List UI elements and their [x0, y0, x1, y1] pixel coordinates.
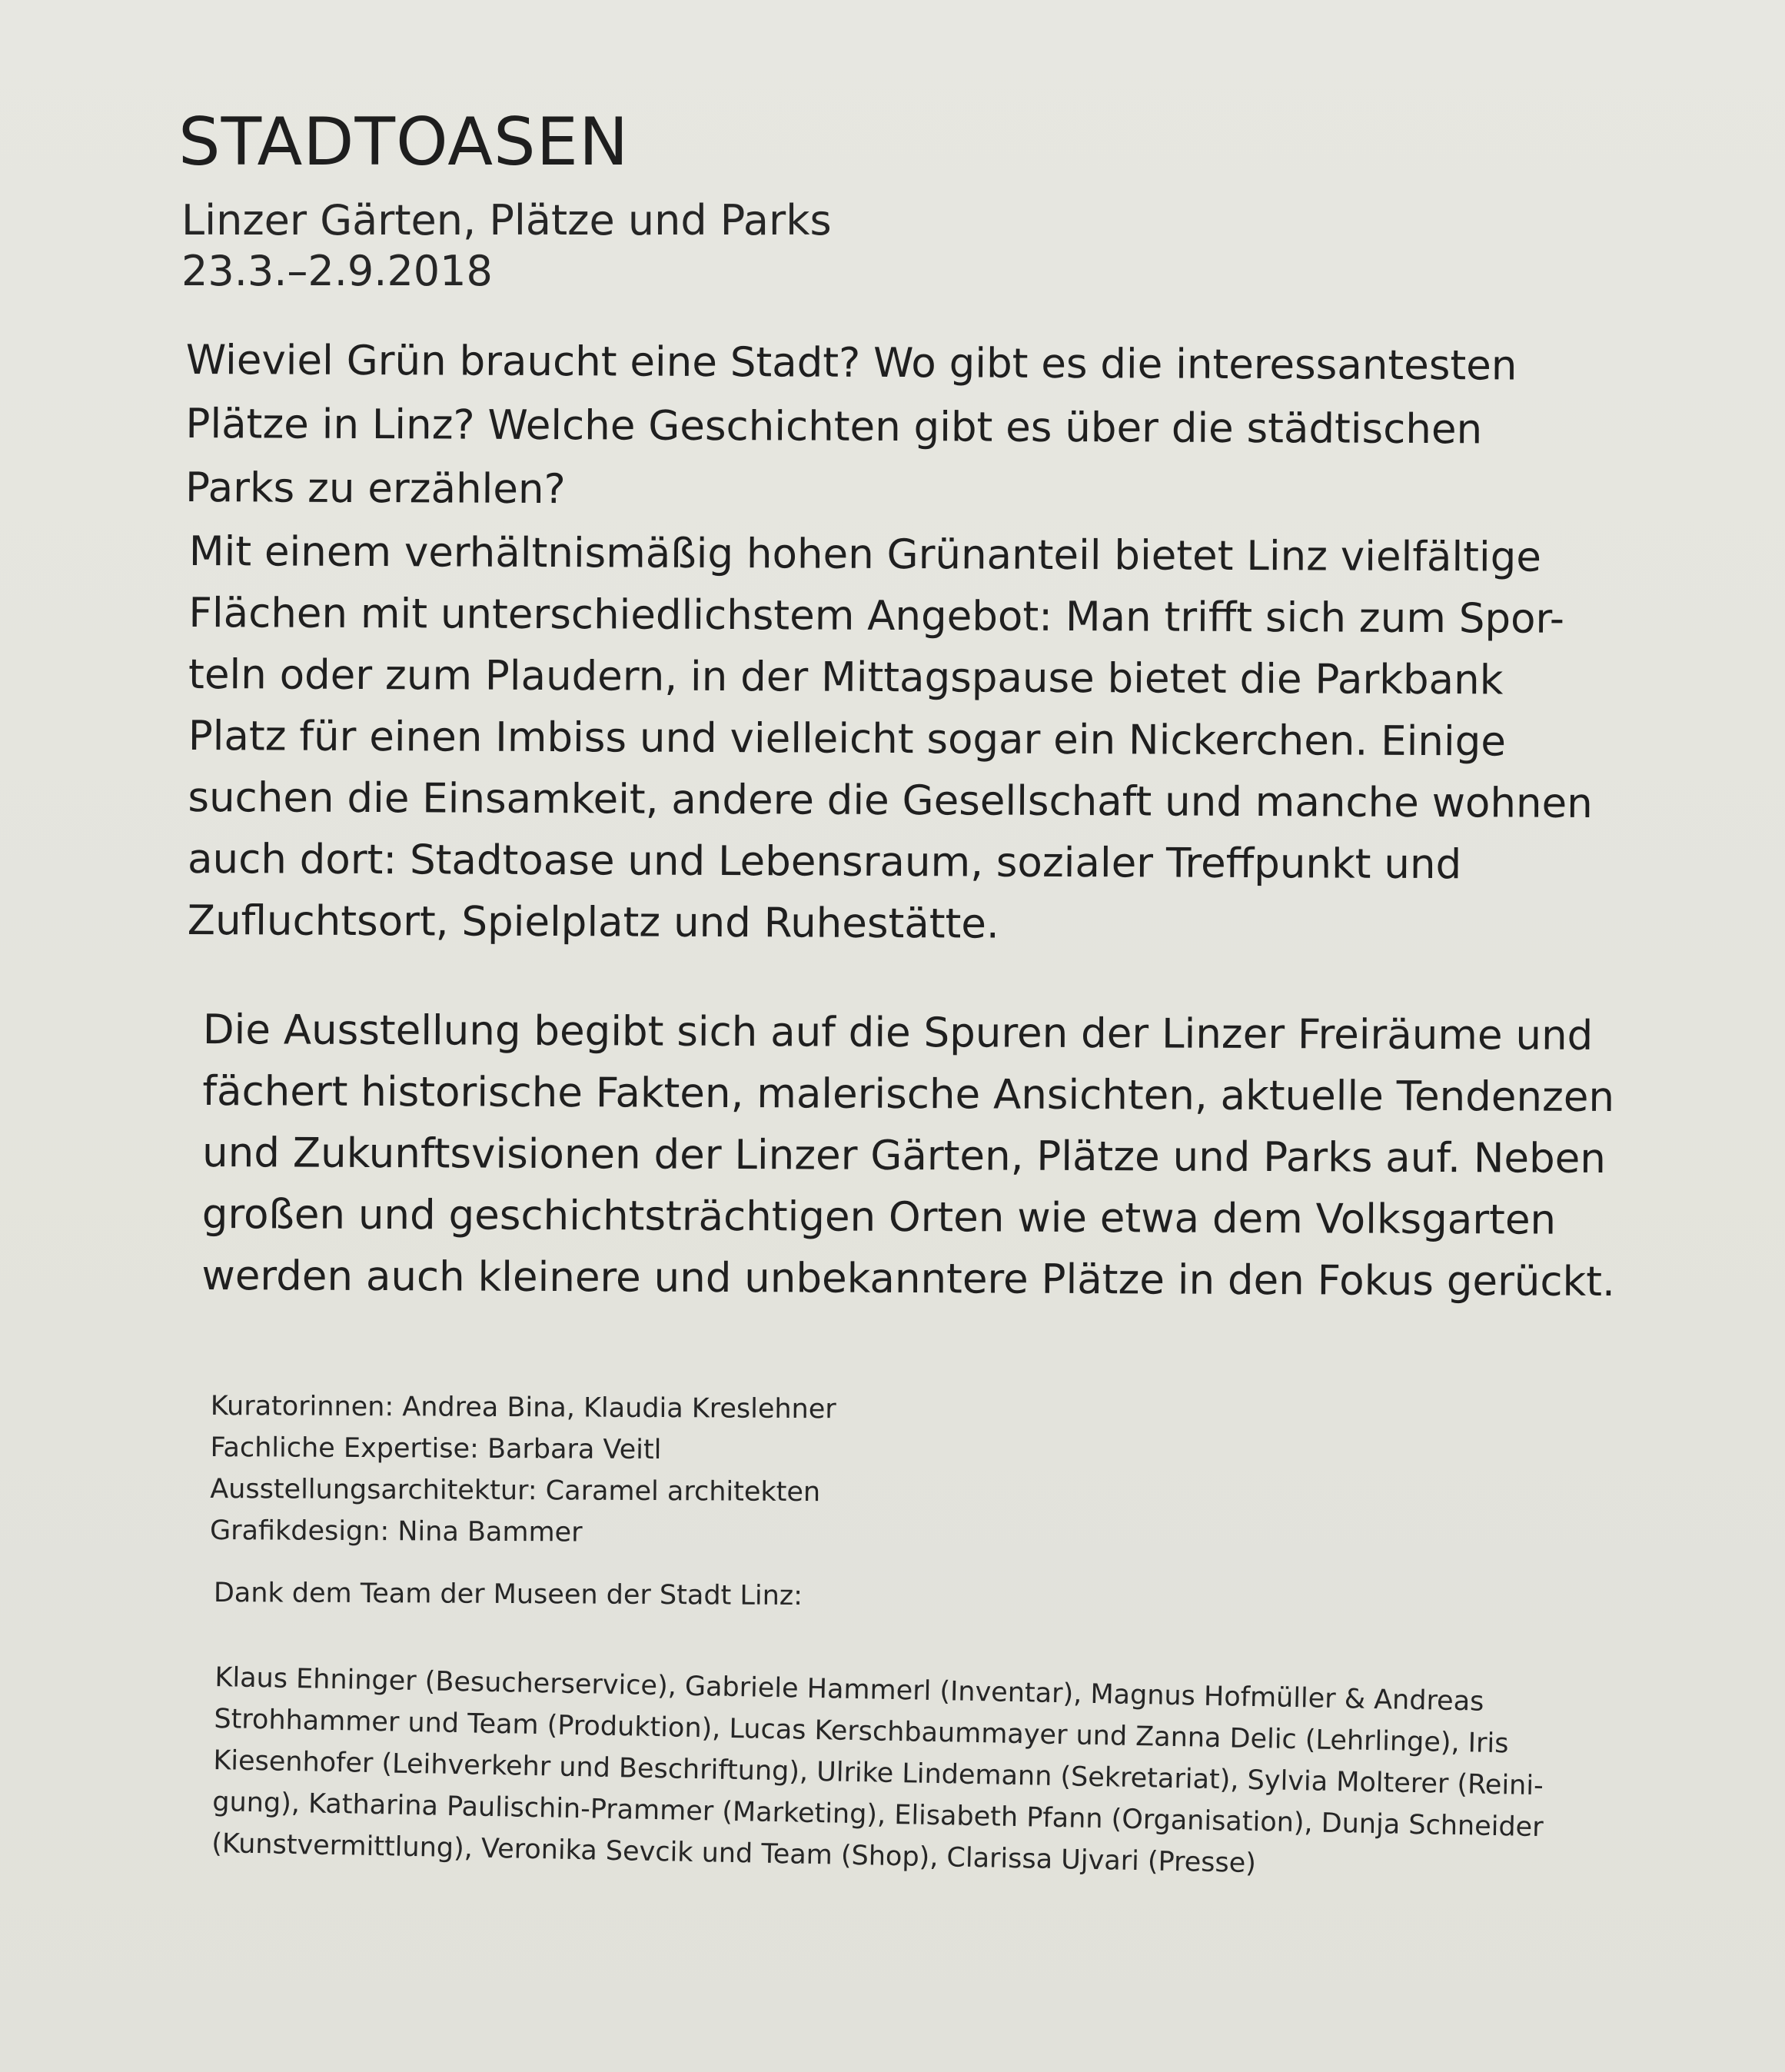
team-line: gung), Katharina Paulischin-Prammer (Marketing), Elisabeth Pfann (Organisation), Dunja Schneider [211, 1786, 1544, 1844]
text-line: teln oder zum Plaudern, in der Mittagspause bietet die Parkbank [188, 650, 1504, 704]
team-line: Klaus Ehninger (Besucherservice), Gabriele Hammerl (Inventar), Magnus Hofmüller & Andreas [214, 1661, 1484, 1718]
text-line: Die Ausstellung begibt sich auf die Spuren der Linzer Freiräume und [202, 1006, 1594, 1059]
exhibition-subtitle: Linzer Gärten, Plätze und Parks [181, 196, 832, 244]
credit-graphic-design: Grafikdesign: Nina Bammer [209, 1515, 583, 1548]
text-line: suchen die Einsamkeit, andere die Gesellschaft und manche wohnen [188, 773, 1593, 827]
team-line: (Kunstvermittlung), Veronika Sevcik und Team (Shop), Clarissa Ujvari (Presse) [211, 1828, 1257, 1880]
exhibition-title: STADTOASEN [178, 104, 630, 181]
credit-curators: Kuratorinnen: Andrea Bina, Klaudia Kreslehner [210, 1390, 836, 1425]
text-line: fächert historische Fakten, malerische Ansichten, aktuelle Tendenzen [202, 1067, 1615, 1122]
text-line: werden auch kleinere und unbekanntere Plätze in den Fokus gerückt. [201, 1252, 1616, 1306]
thanks-heading: Dank dem Team der Museen der Stadt Linz: [213, 1578, 803, 1612]
text-line: Platz für einen Imbiss und vielleicht sogar ein Nickerchen. Einige [188, 712, 1507, 766]
text-line: großen und geschichtsträchtigen Orten wie etwa dem Volksgarten [201, 1190, 1557, 1244]
team-line: Kiesenhofer (Leihverkehr und Beschriftung), Ulrike Lindemann (Sekretariat), Sylvia Molterer (Reini- [213, 1744, 1544, 1802]
team-credits [211, 1657, 1546, 1890]
text-line: Plätze in Linz? Welche Geschichten gibt es über die städtischen [185, 400, 1483, 454]
credit-expertise: Fachliche Expertise: Barbara Veitl [210, 1432, 662, 1466]
body-paragraph-1 [188, 520, 1619, 956]
text-line: Zufluchtsort, Spielplatz und Ruhestätte. [187, 896, 999, 948]
text-line: Parks zu erzählen? [184, 464, 566, 514]
exhibition-dates: 23.3.–2.9.2018 [181, 247, 493, 295]
text-line: Mit einem verhältnismäßig hohen Grünanteil bietet Linz vielfältige [188, 527, 1542, 581]
team-line: Strohhammer und Team (Produktion), Lucas Kerschbaummayer und Zanna Delic (Lehrlinge), Iris [214, 1703, 1509, 1760]
credits-list [210, 1385, 836, 1555]
intro-paragraph [185, 328, 1616, 526]
body-paragraph-2 [201, 998, 1633, 1312]
text-line: auch dort: Stadtoase und Lebensraum, sozialer Treffpunkt und [187, 835, 1462, 889]
text-line: Flächen mit unterschiedlichstem Angebot: Man trifft sich zum Spor- [188, 589, 1565, 643]
credit-architecture: Ausstellungsarchitektur: Caramel architekten [210, 1473, 821, 1508]
text-line: Wieviel Grün braucht eine Stadt? Wo gibt es die interessantesten [185, 336, 1517, 390]
text-line: und Zukunftsvisionen der Linzer Gärten, Plätze und Parks auf. Neben [201, 1129, 1607, 1182]
exhibition-subtitle-block [181, 195, 832, 297]
